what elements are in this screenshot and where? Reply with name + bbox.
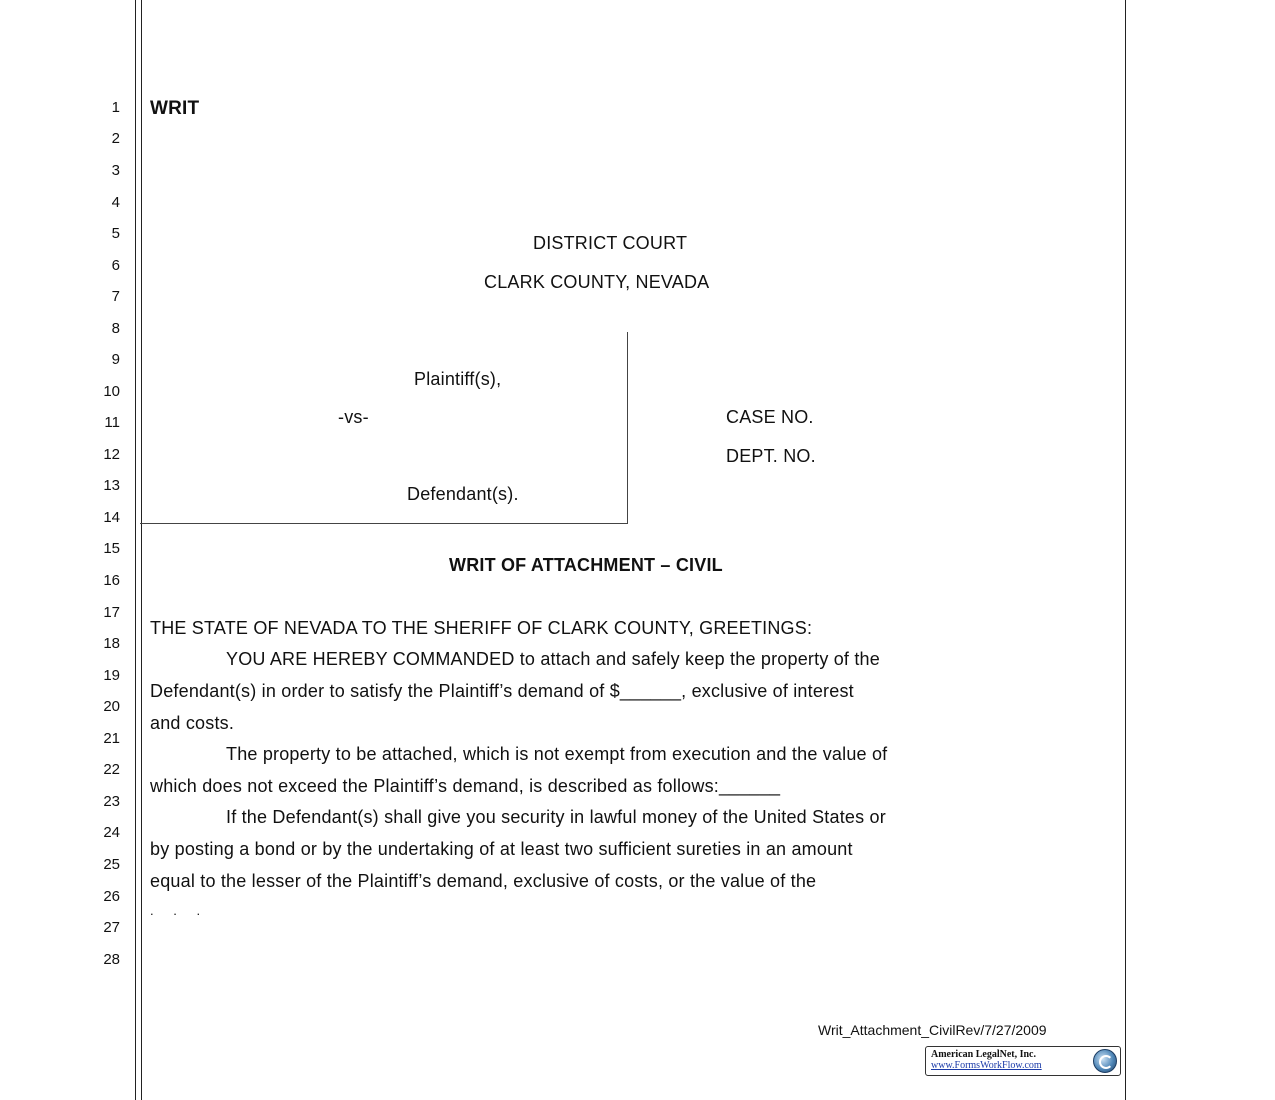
line-number: 28	[103, 951, 120, 968]
line-number: 10	[103, 383, 120, 400]
right-margin-rule	[1125, 0, 1126, 1100]
caption-box	[140, 332, 628, 524]
line-number: 5	[111, 225, 120, 242]
line-number: 19	[103, 667, 120, 684]
body-line: by posting a bond or by the undertaking of at least two sufficient sureties in an amount	[150, 839, 853, 859]
publisher-logo[interactable]	[925, 1046, 1121, 1076]
versus-label: -vs-	[338, 407, 369, 427]
body-line: The property to be attached, which is not exempt from execution and the value of	[226, 744, 888, 764]
line-number: 6	[111, 257, 120, 274]
body-line: Defendant(s) in order to satisfy the Plaintiff’s demand of $______, exclusive of interest	[150, 681, 854, 701]
greeting: THE STATE OF NEVADA TO THE SHERIFF OF CLARK COUNTY, GREETINGS:	[150, 618, 813, 638]
line-number: 3	[111, 162, 120, 179]
body-line: which does not exceed the Plaintiff’s demand, is described as follows:______	[150, 776, 781, 796]
line-number: 22	[103, 761, 120, 778]
line-number: 14	[103, 509, 120, 526]
logo-name: American LegalNet, Inc.	[931, 1049, 1036, 1060]
body-line: equal to the lesser of the Plaintiff’s demand, exclusive of costs, or the value of the	[150, 871, 817, 891]
line-number: 21	[103, 730, 120, 747]
body-line: YOU ARE HEREBY COMMANDED to attach and safely keep the property of the	[226, 649, 880, 669]
defendant-label: Defendant(s).	[407, 484, 519, 504]
body-line: If the Defendant(s) shall give you security in lawful money of the United States or	[226, 807, 886, 827]
line-number: 11	[104, 414, 120, 431]
body-line: and costs.	[150, 713, 235, 733]
line-number: 8	[111, 320, 120, 337]
left-margin-rule-outer	[135, 0, 136, 1100]
line-number: 20	[103, 698, 120, 715]
line-number: 4	[111, 194, 120, 211]
line-number: 18	[103, 635, 120, 652]
line-number: 24	[103, 824, 120, 841]
court-name: DISTRICT COURT	[533, 233, 688, 253]
court-county: CLARK COUNTY, NEVADA	[484, 272, 710, 292]
line-number: 15	[103, 540, 120, 557]
form-id: Writ_Attachment_CivilRev/7/27/2009	[818, 1022, 1047, 1038]
line-number: 1	[111, 99, 120, 116]
globe-icon	[1093, 1049, 1117, 1073]
line-number: 13	[103, 477, 120, 494]
line-number: 27	[103, 919, 120, 936]
line-number: 9	[111, 351, 120, 368]
line-number: 12	[103, 446, 120, 463]
line-number: 16	[103, 572, 120, 589]
line-number: 26	[103, 888, 120, 905]
line-number: 23	[103, 793, 120, 810]
line-number: 25	[103, 856, 120, 873]
document-title: WRIT OF ATTACHMENT – CIVIL	[449, 555, 723, 575]
line-number: 17	[103, 604, 120, 621]
header-label: WRIT	[150, 98, 200, 119]
line-number: 7	[111, 288, 120, 305]
dept-no-label: DEPT. NO.	[726, 446, 816, 466]
logo-url-link[interactable]: www.FormsWorkFlow.com	[931, 1060, 1042, 1071]
plaintiff-label: Plaintiff(s),	[414, 369, 502, 389]
left-margin-rule-inner	[141, 0, 142, 1100]
case-no-label: CASE NO.	[726, 407, 814, 427]
line-number: 2	[111, 130, 120, 147]
body-line: . . .	[150, 903, 209, 918]
